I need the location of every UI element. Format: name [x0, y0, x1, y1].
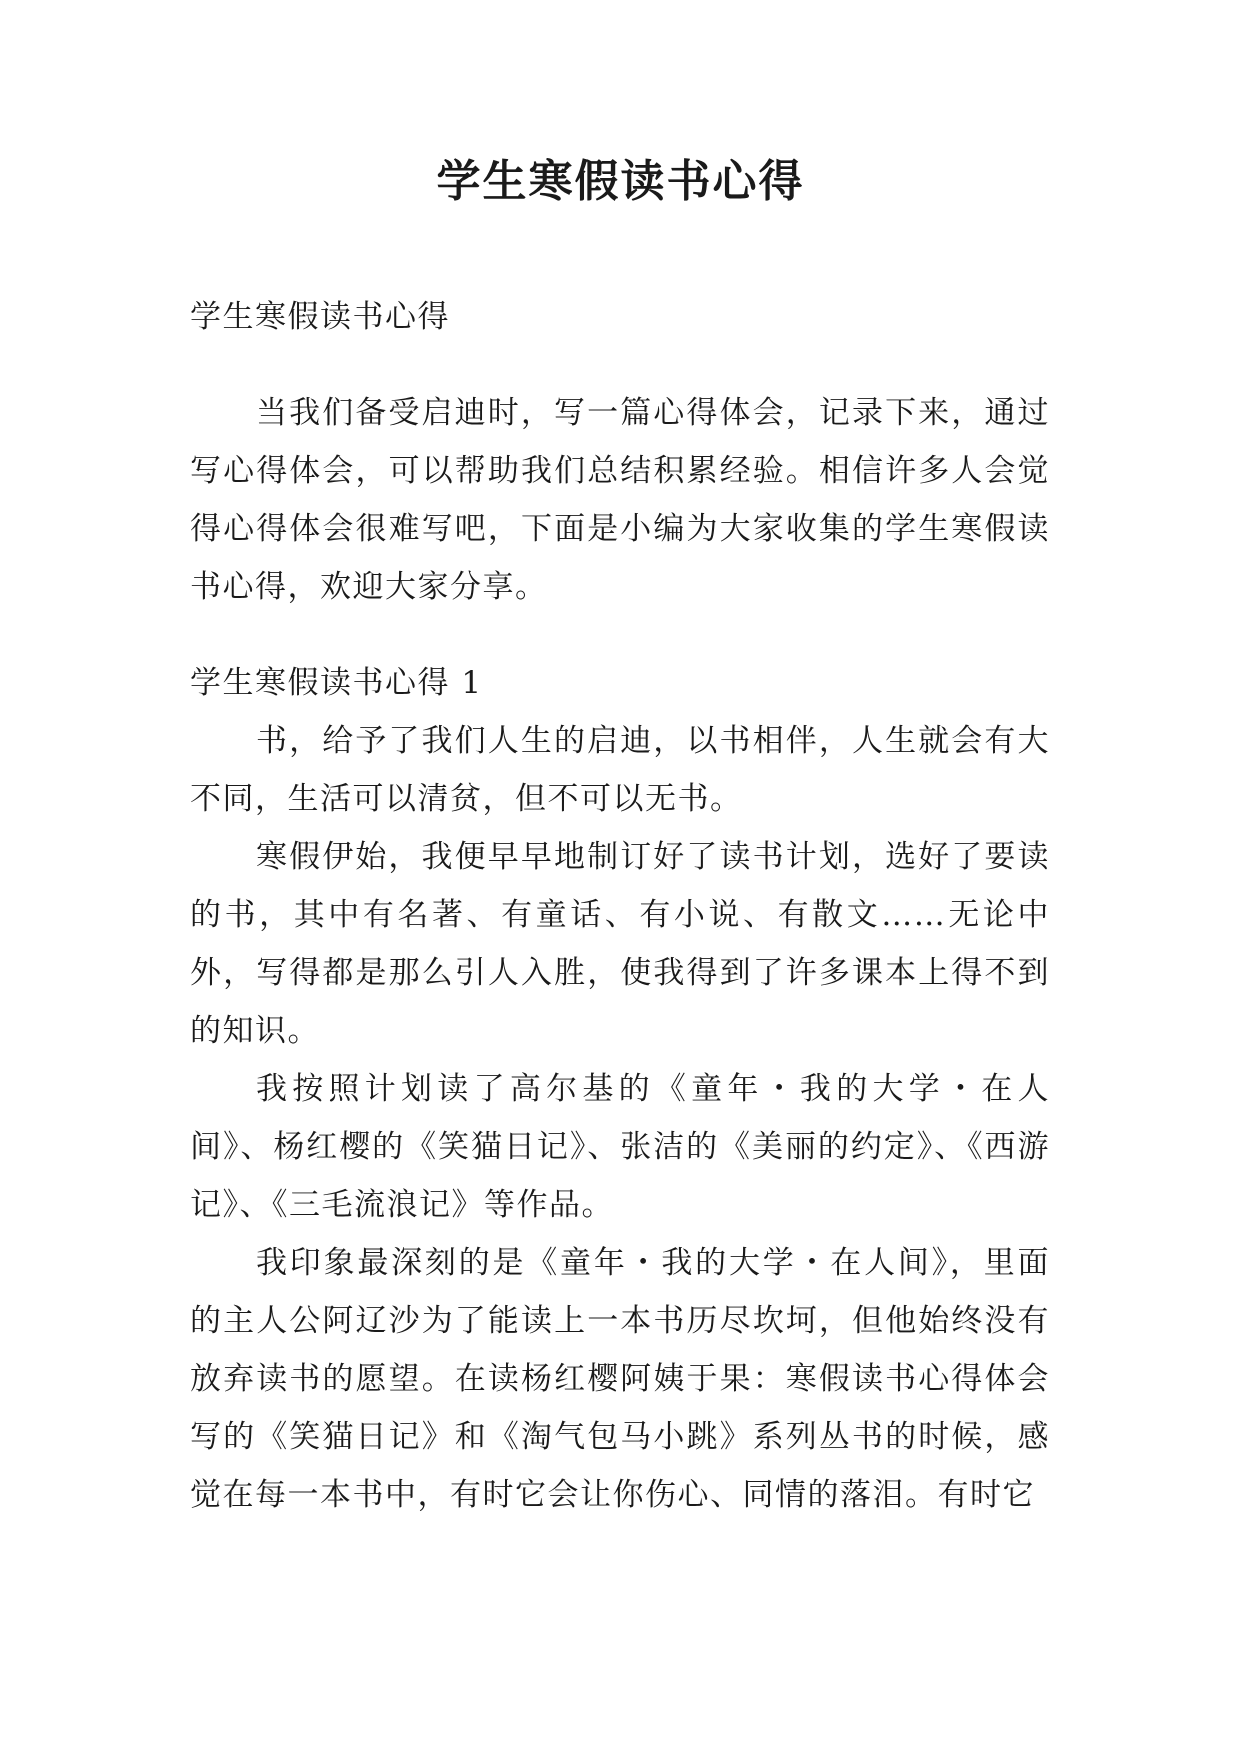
document-body	[190, 288, 1050, 1524]
section-heading: 学生寒假读书心得 1	[190, 665, 483, 701]
body-paragraph: 我按照计划读了高尔基的《童年・我的大学・在人间》、杨红樱的《笑猫日记》、张洁的《美丽的约定》、《西游记》、《三毛流浪记》等作品。	[190, 1071, 1050, 1223]
document-subtitle: 学生寒假读书心得	[190, 299, 450, 335]
intro-paragraph: 当我们备受启迪时，写一篇心得体会，记录下来，通过写心得体会，可以帮助我们总结积累经验。相信许多人会觉得心得体会很难写吧，下面是小编为大家收集的学生寒假读书心得，欢迎大家分享。	[190, 395, 1050, 605]
spacer	[190, 346, 1050, 384]
body-paragraph: 寒假伊始，我便早早地制订好了读书计划，选好了要读的书，其中有名著、有童话、有小说、有散文……无论中外，写得都是那么引人入胜，使我得到了许多课本上得不到的知识。	[190, 839, 1050, 1049]
body-paragraph: 书，给予了我们人生的启迪，以书相伴，人生就会有大不同，生活可以清贫，但不可以无书。	[190, 723, 1050, 817]
body-paragraph: 我印象最深刻的是《童年・我的大学・在人间》，里面的主人公阿辽沙为了能读上一本书历尽坎坷，但他始终没有放弃读书的愿望。在读杨红樱阿姨于果：寒假读书心得体会写的《笑猫日记》和《淘气包马小跳》系列丛书的时候，感觉在每一本书中，有时它会让你伤心、同情的落泪。有时它	[190, 1245, 1050, 1513]
document-title: 学生寒假读书心得	[436, 156, 805, 207]
spacer	[190, 616, 1050, 654]
